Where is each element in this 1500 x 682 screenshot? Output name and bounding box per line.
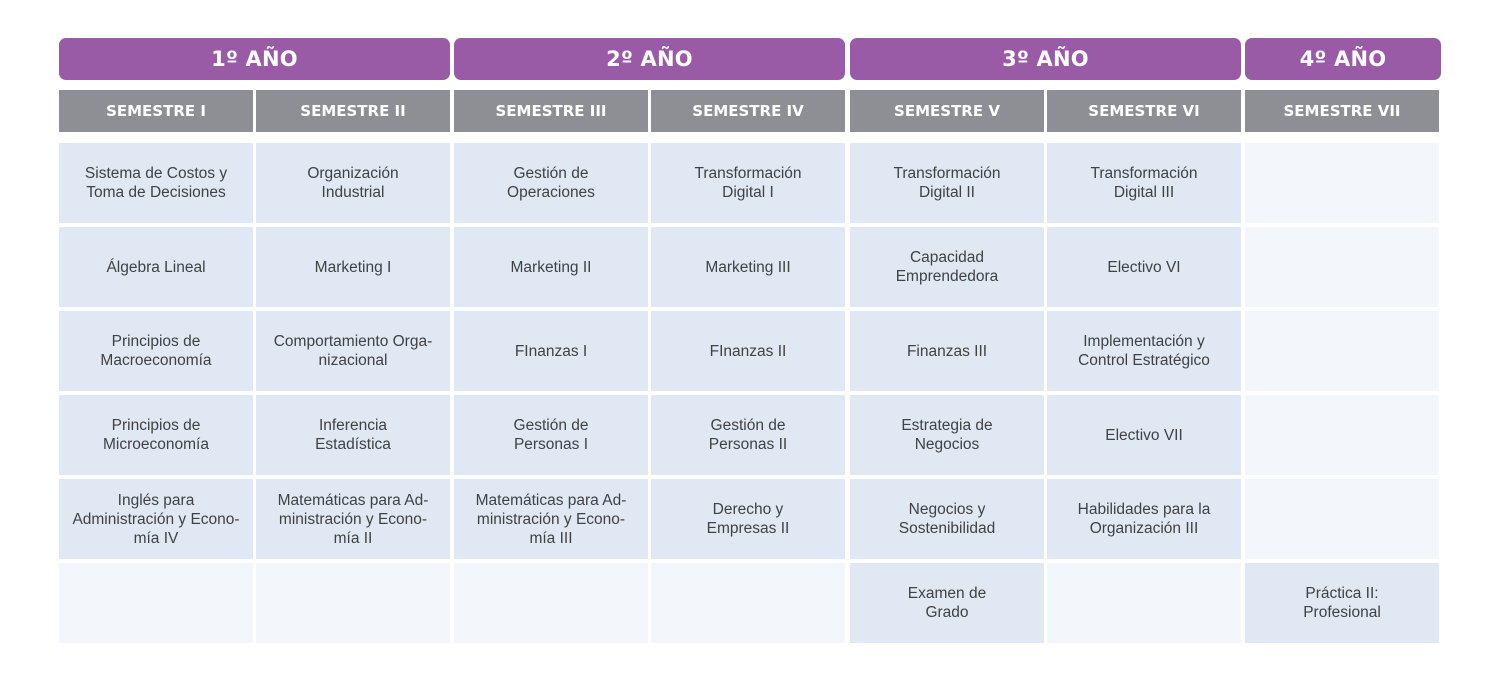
course-cell: Electivo VII — [1047, 395, 1241, 475]
course-cell: Derecho y Empresas II — [651, 479, 845, 559]
semester-header-7: SEMESTRE VII — [1245, 90, 1439, 132]
course-cell: Marketing III — [651, 227, 845, 307]
course-cell: Negocios y Sostenibilidad — [850, 479, 1044, 559]
semester-header-2: SEMESTRE II — [256, 90, 450, 132]
course-cell: Electivo VI — [1047, 227, 1241, 307]
empty-cell — [59, 563, 253, 643]
course-cell: Matemáticas para Ad- ministración y Econo- mía II — [256, 479, 450, 559]
course-cell: Gestión de Personas II — [651, 395, 845, 475]
course-cell: Inglés para Administración y Econo- mía IV — [59, 479, 253, 559]
course-cell: Principios de Microeconomía — [59, 395, 253, 475]
empty-cell — [1245, 311, 1439, 391]
empty-cell — [1245, 227, 1439, 307]
course-cell: FInanzas I — [454, 311, 648, 391]
course-cell: Álgebra Lineal — [59, 227, 253, 307]
course-cell: Capacidad Emprendedora — [850, 227, 1044, 307]
year-header-2: 2º AÑO — [454, 38, 845, 80]
course-cell: Finanzas III — [850, 311, 1044, 391]
course-cell: Práctica II: Profesional — [1245, 563, 1439, 643]
course-cell: Transformación Digital III — [1047, 143, 1241, 223]
course-cell: Transformación Digital I — [651, 143, 845, 223]
course-cell: Gestión de Personas I — [454, 395, 648, 475]
year-header-3: 3º AÑO — [850, 38, 1241, 80]
course-cell: Principios de Macroeconomía — [59, 311, 253, 391]
empty-cell — [256, 563, 450, 643]
semester-header-6: SEMESTRE VI — [1047, 90, 1241, 132]
course-cell: Estrategia de Negocios — [850, 395, 1044, 475]
course-cell: Sistema de Costos y Toma de Decisiones — [59, 143, 253, 223]
empty-cell — [1047, 563, 1241, 643]
semester-header-1: SEMESTRE I — [59, 90, 253, 132]
course-cell: Inferencia Estadística — [256, 395, 450, 475]
empty-cell — [1245, 395, 1439, 475]
empty-cell — [1245, 479, 1439, 559]
course-cell: Implementación y Control Estratégico — [1047, 311, 1241, 391]
course-cell: Transformación Digital II — [850, 143, 1044, 223]
course-cell: Habilidades para la Organización III — [1047, 479, 1241, 559]
year-header-4: 4º AÑO — [1245, 38, 1441, 80]
empty-cell — [454, 563, 648, 643]
course-cell: Gestión de Operaciones — [454, 143, 648, 223]
course-cell: Marketing I — [256, 227, 450, 307]
course-cell: Organización Industrial — [256, 143, 450, 223]
semester-header-3: SEMESTRE III — [454, 90, 648, 132]
semester-header-5: SEMESTRE V — [850, 90, 1044, 132]
empty-cell — [651, 563, 845, 643]
course-cell: Matemáticas para Ad- ministración y Econo- mía III — [454, 479, 648, 559]
empty-cell — [1245, 143, 1439, 223]
course-cell: Comportamiento Orga- nizacional — [256, 311, 450, 391]
course-cell: Marketing II — [454, 227, 648, 307]
semester-header-4: SEMESTRE IV — [651, 90, 845, 132]
course-cell: FInanzas II — [651, 311, 845, 391]
course-cell: Examen de Grado — [850, 563, 1044, 643]
year-header-1: 1º AÑO — [59, 38, 450, 80]
